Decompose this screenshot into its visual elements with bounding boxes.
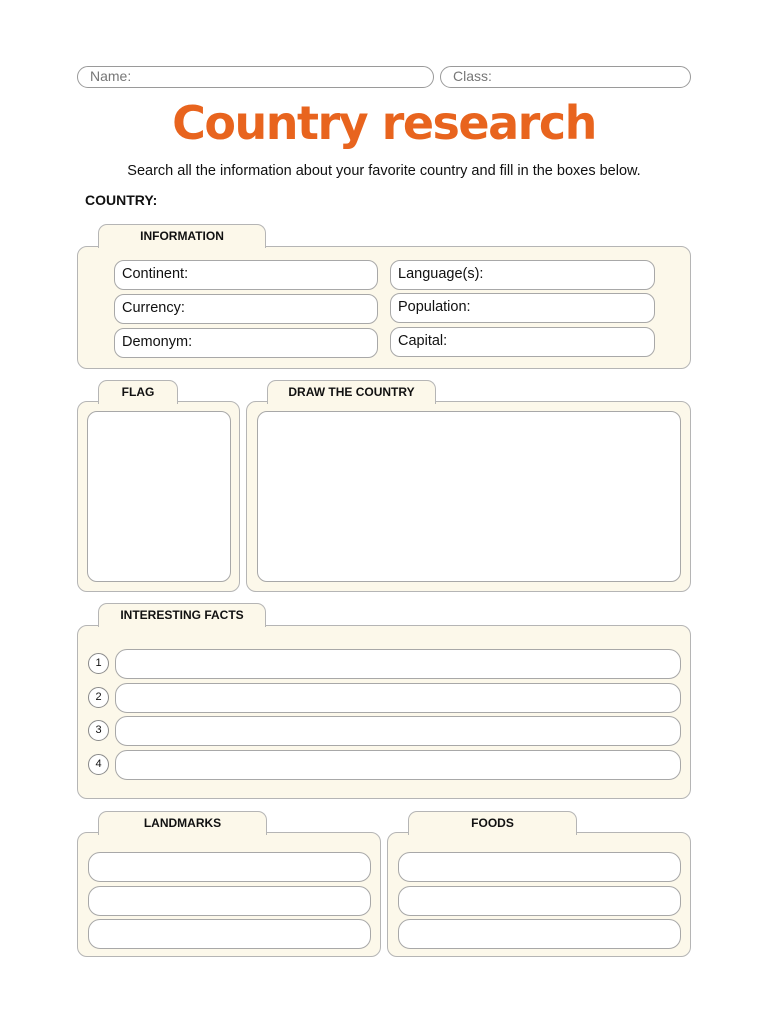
languages-label: Language(s): bbox=[398, 266, 484, 282]
landmark-input-1[interactable] bbox=[88, 852, 371, 882]
continent-label: Continent: bbox=[122, 266, 189, 282]
interesting-facts-tab bbox=[98, 603, 266, 627]
population-field[interactable] bbox=[390, 293, 655, 323]
flag-tab-label: FLAG bbox=[121, 385, 155, 399]
fact-input-2[interactable] bbox=[115, 683, 681, 713]
capital-field[interactable] bbox=[390, 327, 655, 357]
draw-country-panel bbox=[246, 401, 691, 592]
class-field[interactable] bbox=[440, 66, 691, 88]
class-label: Class: bbox=[453, 68, 492, 84]
fact-input-1[interactable] bbox=[115, 649, 681, 679]
information-tab-label: INFORMATION bbox=[140, 229, 224, 243]
landmarks-tab bbox=[98, 811, 267, 835]
page-title: Country research bbox=[172, 96, 596, 150]
fact-number-4: 4 bbox=[88, 754, 109, 775]
demonym-field[interactable] bbox=[114, 328, 378, 358]
flag-tab bbox=[98, 380, 178, 404]
page-subtitle: Search all the information about your favorite country and fill in the boxes below. bbox=[127, 163, 641, 179]
landmark-input-2[interactable] bbox=[88, 886, 371, 916]
flag-drawing-area[interactable] bbox=[87, 411, 231, 582]
name-field[interactable] bbox=[77, 66, 434, 88]
interesting-facts-panel bbox=[77, 625, 691, 799]
interesting-facts-tab-label: INTERESTING FACTS bbox=[120, 608, 244, 622]
food-input-3[interactable] bbox=[398, 919, 681, 949]
country-drawing-area[interactable] bbox=[257, 411, 681, 582]
demonym-label: Demonym: bbox=[122, 334, 193, 350]
fact-input-4[interactable] bbox=[115, 750, 681, 780]
foods-panel bbox=[387, 832, 691, 957]
languages-field[interactable] bbox=[390, 260, 655, 290]
landmarks-panel bbox=[77, 832, 381, 957]
country-label: COUNTRY: bbox=[85, 192, 158, 208]
currency-field[interactable] bbox=[114, 294, 378, 324]
food-input-1[interactable] bbox=[398, 852, 681, 882]
fact-number-3: 3 bbox=[88, 720, 109, 741]
landmark-input-3[interactable] bbox=[88, 919, 371, 949]
fact-number-1: 1 bbox=[88, 653, 109, 674]
foods-tab-label: FOODS bbox=[471, 816, 514, 830]
food-input-2[interactable] bbox=[398, 886, 681, 916]
landmarks-tab-label: LANDMARKS bbox=[143, 816, 222, 830]
draw-country-tab-label: DRAW THE COUNTRY bbox=[288, 385, 415, 399]
fact-number-2: 2 bbox=[88, 687, 109, 708]
information-tab bbox=[98, 224, 266, 248]
population-label: Population: bbox=[398, 299, 471, 315]
foods-tab bbox=[408, 811, 577, 835]
continent-field[interactable] bbox=[114, 260, 378, 290]
flag-panel bbox=[77, 401, 240, 592]
information-panel bbox=[77, 246, 691, 369]
fact-input-3[interactable] bbox=[115, 716, 681, 746]
currency-label: Currency: bbox=[122, 300, 185, 316]
capital-label: Capital: bbox=[398, 333, 448, 349]
draw-country-tab bbox=[267, 380, 436, 404]
name-label: Name: bbox=[90, 68, 132, 84]
